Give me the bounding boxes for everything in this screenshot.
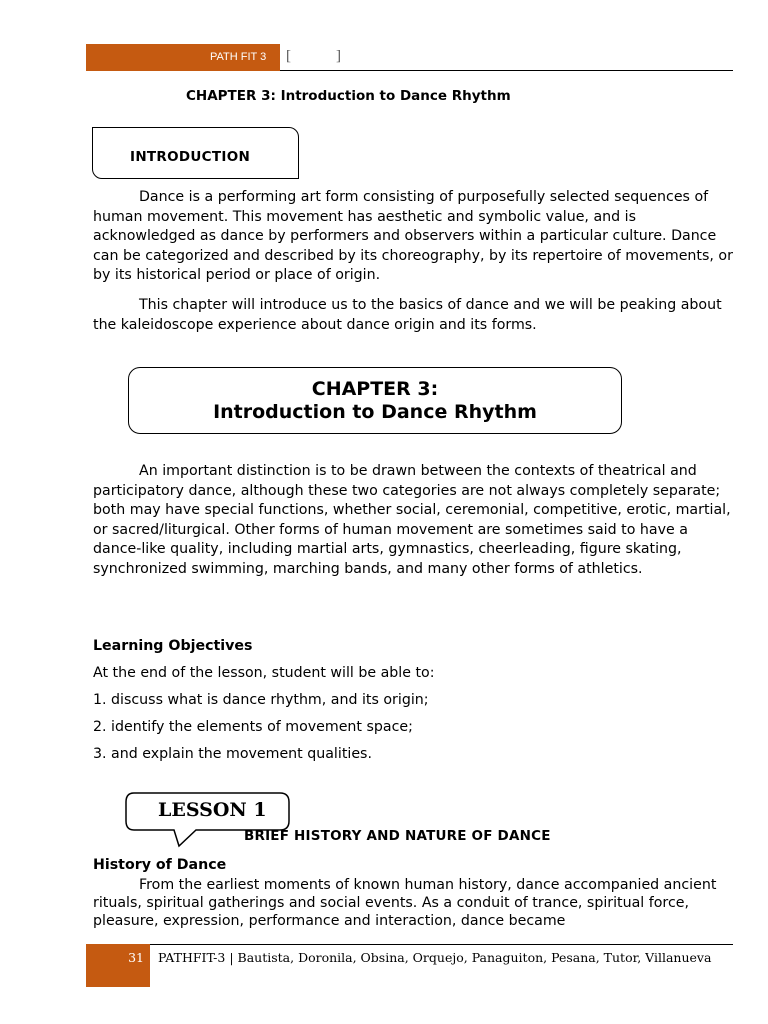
history-paragraph (93, 876, 735, 930)
header-rule (280, 70, 733, 71)
distinction-paragraph-text: An important distinction is to be drawn between the contexts of theatrical and participatory dance, although these two categories are not always completely separate; both may have special functions, whether social, ceremonial, competitive, erotic, martial, or sacred/liturgical. Other forms of human movement are sometimes said to have a dance-like quality, including martial arts, gymnastics, cheerleading, figure skating, synchronized swimming, marching bands, and many other forms of athletics. (93, 463, 731, 577)
footer-rule (150, 944, 733, 945)
lesson-label: LESSON 1 (158, 799, 267, 821)
header-bracket-open: [ (286, 48, 291, 64)
introduction-paragraph-2 (93, 296, 735, 335)
introduction-label: INTRODUCTION (130, 149, 251, 165)
page-number: 31 (128, 950, 144, 965)
introduction-paragraph-2-text: This chapter will introduce us to the basics of dance and we will be peaking about the kaleidoscope experience about dance origin and its forms. (93, 297, 722, 333)
objective-item-1: 1. discuss what is dance rhythm, and its origin; (93, 692, 429, 708)
distinction-paragraph (93, 462, 735, 580)
page-title: CHAPTER 3: Introduction to Dance Rhythm (186, 88, 511, 104)
lesson-title: BRIEF HISTORY AND NATURE OF DANCE (244, 828, 551, 844)
introduction-paragraph-1 (93, 188, 735, 286)
objectives-intro: At the end of the lesson, student will be able to: (93, 665, 435, 681)
objective-item-3: 3. and explain the movement qualities. (93, 746, 372, 762)
chapter-box-subtitle: Introduction to Dance Rhythm (213, 401, 537, 423)
introduction-paragraph-1-text: Dance is a performing art form consisting of purposefully selected sequences of human movement. This movement has aesthetic and symbolic value, and is acknowledged as dance by performers and observers within a particular culture. Dance can be categorized and described by its choreography, by its repertoire of movements, or by its historical period or place of origin. (93, 189, 733, 284)
objective-item-2: 2. identify the elements of movement space; (93, 719, 413, 735)
footer-authors: PATHFIT-3 | Bautista, Doronila, Obsina, Orquejo, Panaguiton, Pesana, Tutor, Villanueva (158, 950, 712, 965)
history-paragraph-text: From the earliest moments of known human history, dance accompanied ancient rituals, spiritual gatherings and social events. As a conduit of trance, spiritual force, pleasure, expression, performance and interaction, dance became (93, 877, 717, 929)
objectives-heading: Learning Objectives (93, 638, 253, 654)
header-bracket-close: ] (336, 48, 341, 64)
chapter-box-heading: CHAPTER 3: (311, 378, 439, 400)
header-course-label: PATH FIT 3 (210, 51, 267, 63)
history-heading: History of Dance (93, 857, 227, 873)
